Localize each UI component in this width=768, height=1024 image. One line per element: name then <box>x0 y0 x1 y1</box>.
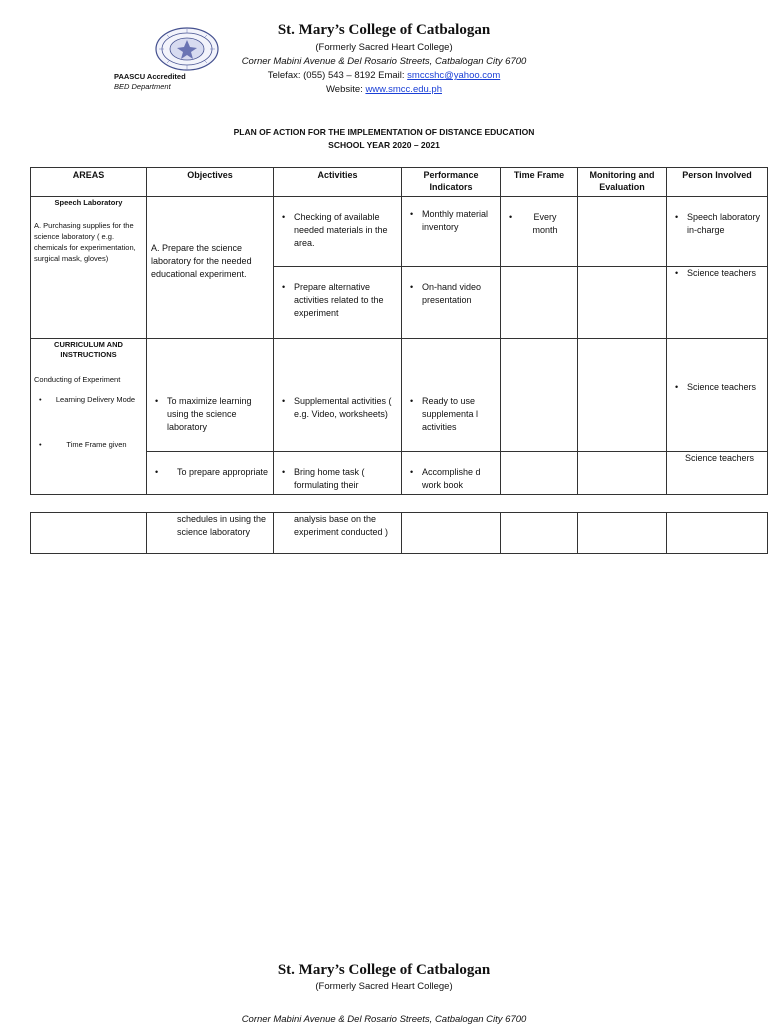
objective-continuation: schedules in using the science laboratory <box>177 514 267 537</box>
person-cell <box>667 513 768 554</box>
area-cell <box>31 513 147 554</box>
telefax-text: Telefax: (055) 543 – 8192 Email: <box>267 70 408 81</box>
activity-cell <box>274 197 402 267</box>
indicator-cell <box>402 339 501 452</box>
time-frame-cell <box>501 452 578 495</box>
plan-of-action-table <box>30 167 768 495</box>
activity-speech-1: • Checking of available needed materials in the area. <box>274 211 401 250</box>
header-areas: AREAS <box>31 168 147 197</box>
activity-curriculum-1: • Supplemental activities ( e.g. Video, worksheets) <box>274 395 401 421</box>
header-monitoring: Monitoring and Evaluation <box>578 168 667 197</box>
website-line <box>200 84 568 96</box>
table-row <box>31 197 768 267</box>
activity-curriculum-2: • Bring home task ( formulating their <box>274 466 401 492</box>
area-desc-speech: A. Purchasing supplies for the science laboratory ( e.g. chemicals for experimentation, surgical mask, gloves) <box>34 221 136 263</box>
time-speech-1: • Every month <box>501 211 577 237</box>
next-page-address: Corner Mabini Avenue & Del Rosario Streets, Catbalogan City 6700 <box>241 1014 527 1024</box>
indicator-speech-2: • On-hand video presentation <box>402 281 500 307</box>
college-name: St. Mary’s College of Catbalogan <box>277 22 491 38</box>
monitoring-cell <box>578 267 667 339</box>
objective-cell-speech <box>147 197 274 339</box>
header-time-frame: Time Frame <box>501 168 578 197</box>
objective-curriculum-2: • To prepare appropriate <box>147 466 273 479</box>
indicator-curriculum-2: • Accomplishe d work book <box>402 466 500 492</box>
activity-cell <box>274 339 402 452</box>
header-person-involved: Person Involved <box>667 168 768 197</box>
formerly-name: (Formerly Sacred Heart College) <box>315 42 453 53</box>
objective-cell <box>147 339 274 452</box>
activity-cell <box>274 267 402 339</box>
area-bullet-delivery-mode: • Learning Delivery Mode <box>31 394 146 405</box>
person-cell <box>667 197 768 267</box>
monitoring-cell <box>578 197 667 267</box>
telefax-line <box>200 70 568 82</box>
college-address: Corner Mabini Avenue & Del Rosario Streets, Catbalogan City 6700 <box>241 56 527 67</box>
indicator-cell <box>402 452 501 495</box>
area-bullet-time-frame: • Time Frame given <box>31 439 146 450</box>
header-performance-indicators: Performance Indicators <box>402 168 501 197</box>
email-link[interactable]: smccshc@yahoo.com <box>407 70 501 81</box>
person-cell <box>667 339 768 452</box>
accreditation-label: PAASCU Accredited <box>114 72 186 81</box>
time-frame-cell <box>501 513 578 554</box>
monitoring-cell <box>578 513 667 554</box>
table-header-row <box>31 168 768 197</box>
activity-continuation: analysis base on the experiment conducted ) <box>294 514 389 537</box>
plan-title: PLAN OF ACTION FOR THE IMPLEMENTATION OF DISTANCE EDUCATION <box>233 127 535 137</box>
activity-cell <box>274 513 402 554</box>
person-curriculum-1: • Science teachers <box>667 381 767 394</box>
monitoring-cell <box>578 452 667 495</box>
objective-curriculum-1: • To maximize learning using the science laboratory <box>147 395 273 434</box>
time-frame-cell <box>501 267 578 339</box>
person-cell <box>667 452 768 495</box>
next-page-college-name: St. Mary’s College of Catbalogan <box>277 962 491 978</box>
area-title-curriculum: CURRICULUM AND INSTRUCTIONS <box>54 340 123 359</box>
header-activities: Activities <box>274 168 402 197</box>
person-speech-2: • Science teachers <box>667 267 767 280</box>
objective-cell <box>147 513 274 554</box>
website-link[interactable]: www.smcc.edu.ph <box>365 84 442 95</box>
activity-speech-2: • Prepare alternative activities related to the experiment <box>274 281 401 320</box>
indicator-curriculum-1: • Ready to use supplementa l activities <box>402 395 500 434</box>
person-cell <box>667 267 768 339</box>
indicator-cell <box>402 267 501 339</box>
continuation-table <box>30 512 768 554</box>
table-row <box>31 513 768 554</box>
person-curriculum-2: Science teachers <box>685 453 755 463</box>
school-year: SCHOOL YEAR 2020 – 2021 <box>328 140 440 150</box>
indicator-speech-1: • Monthly material inventory <box>402 208 500 234</box>
next-page-formerly-name: (Formerly Sacred Heart College) <box>315 981 453 992</box>
time-frame-cell <box>501 339 578 452</box>
website-label: Website: <box>326 84 366 95</box>
time-frame-cell <box>501 197 578 267</box>
area-title-speech: Speech Laboratory <box>54 198 123 207</box>
objective-speech: A. Prepare the science laboratory for the needed educational experiment. <box>151 243 252 279</box>
header-objectives: Objectives <box>147 168 274 197</box>
indicator-cell <box>402 197 501 267</box>
monitoring-cell <box>578 339 667 452</box>
person-speech-1: • Speech laboratory in-charge <box>667 211 767 237</box>
area-cell-speech <box>31 197 147 339</box>
area-sub-curriculum: Conducting of Experiment <box>34 375 121 384</box>
table-row <box>31 339 768 452</box>
area-cell-curriculum <box>31 339 147 495</box>
indicator-cell <box>402 513 501 554</box>
activity-cell <box>274 452 402 495</box>
objective-cell <box>147 452 274 495</box>
department-label: BED Department <box>114 82 171 91</box>
